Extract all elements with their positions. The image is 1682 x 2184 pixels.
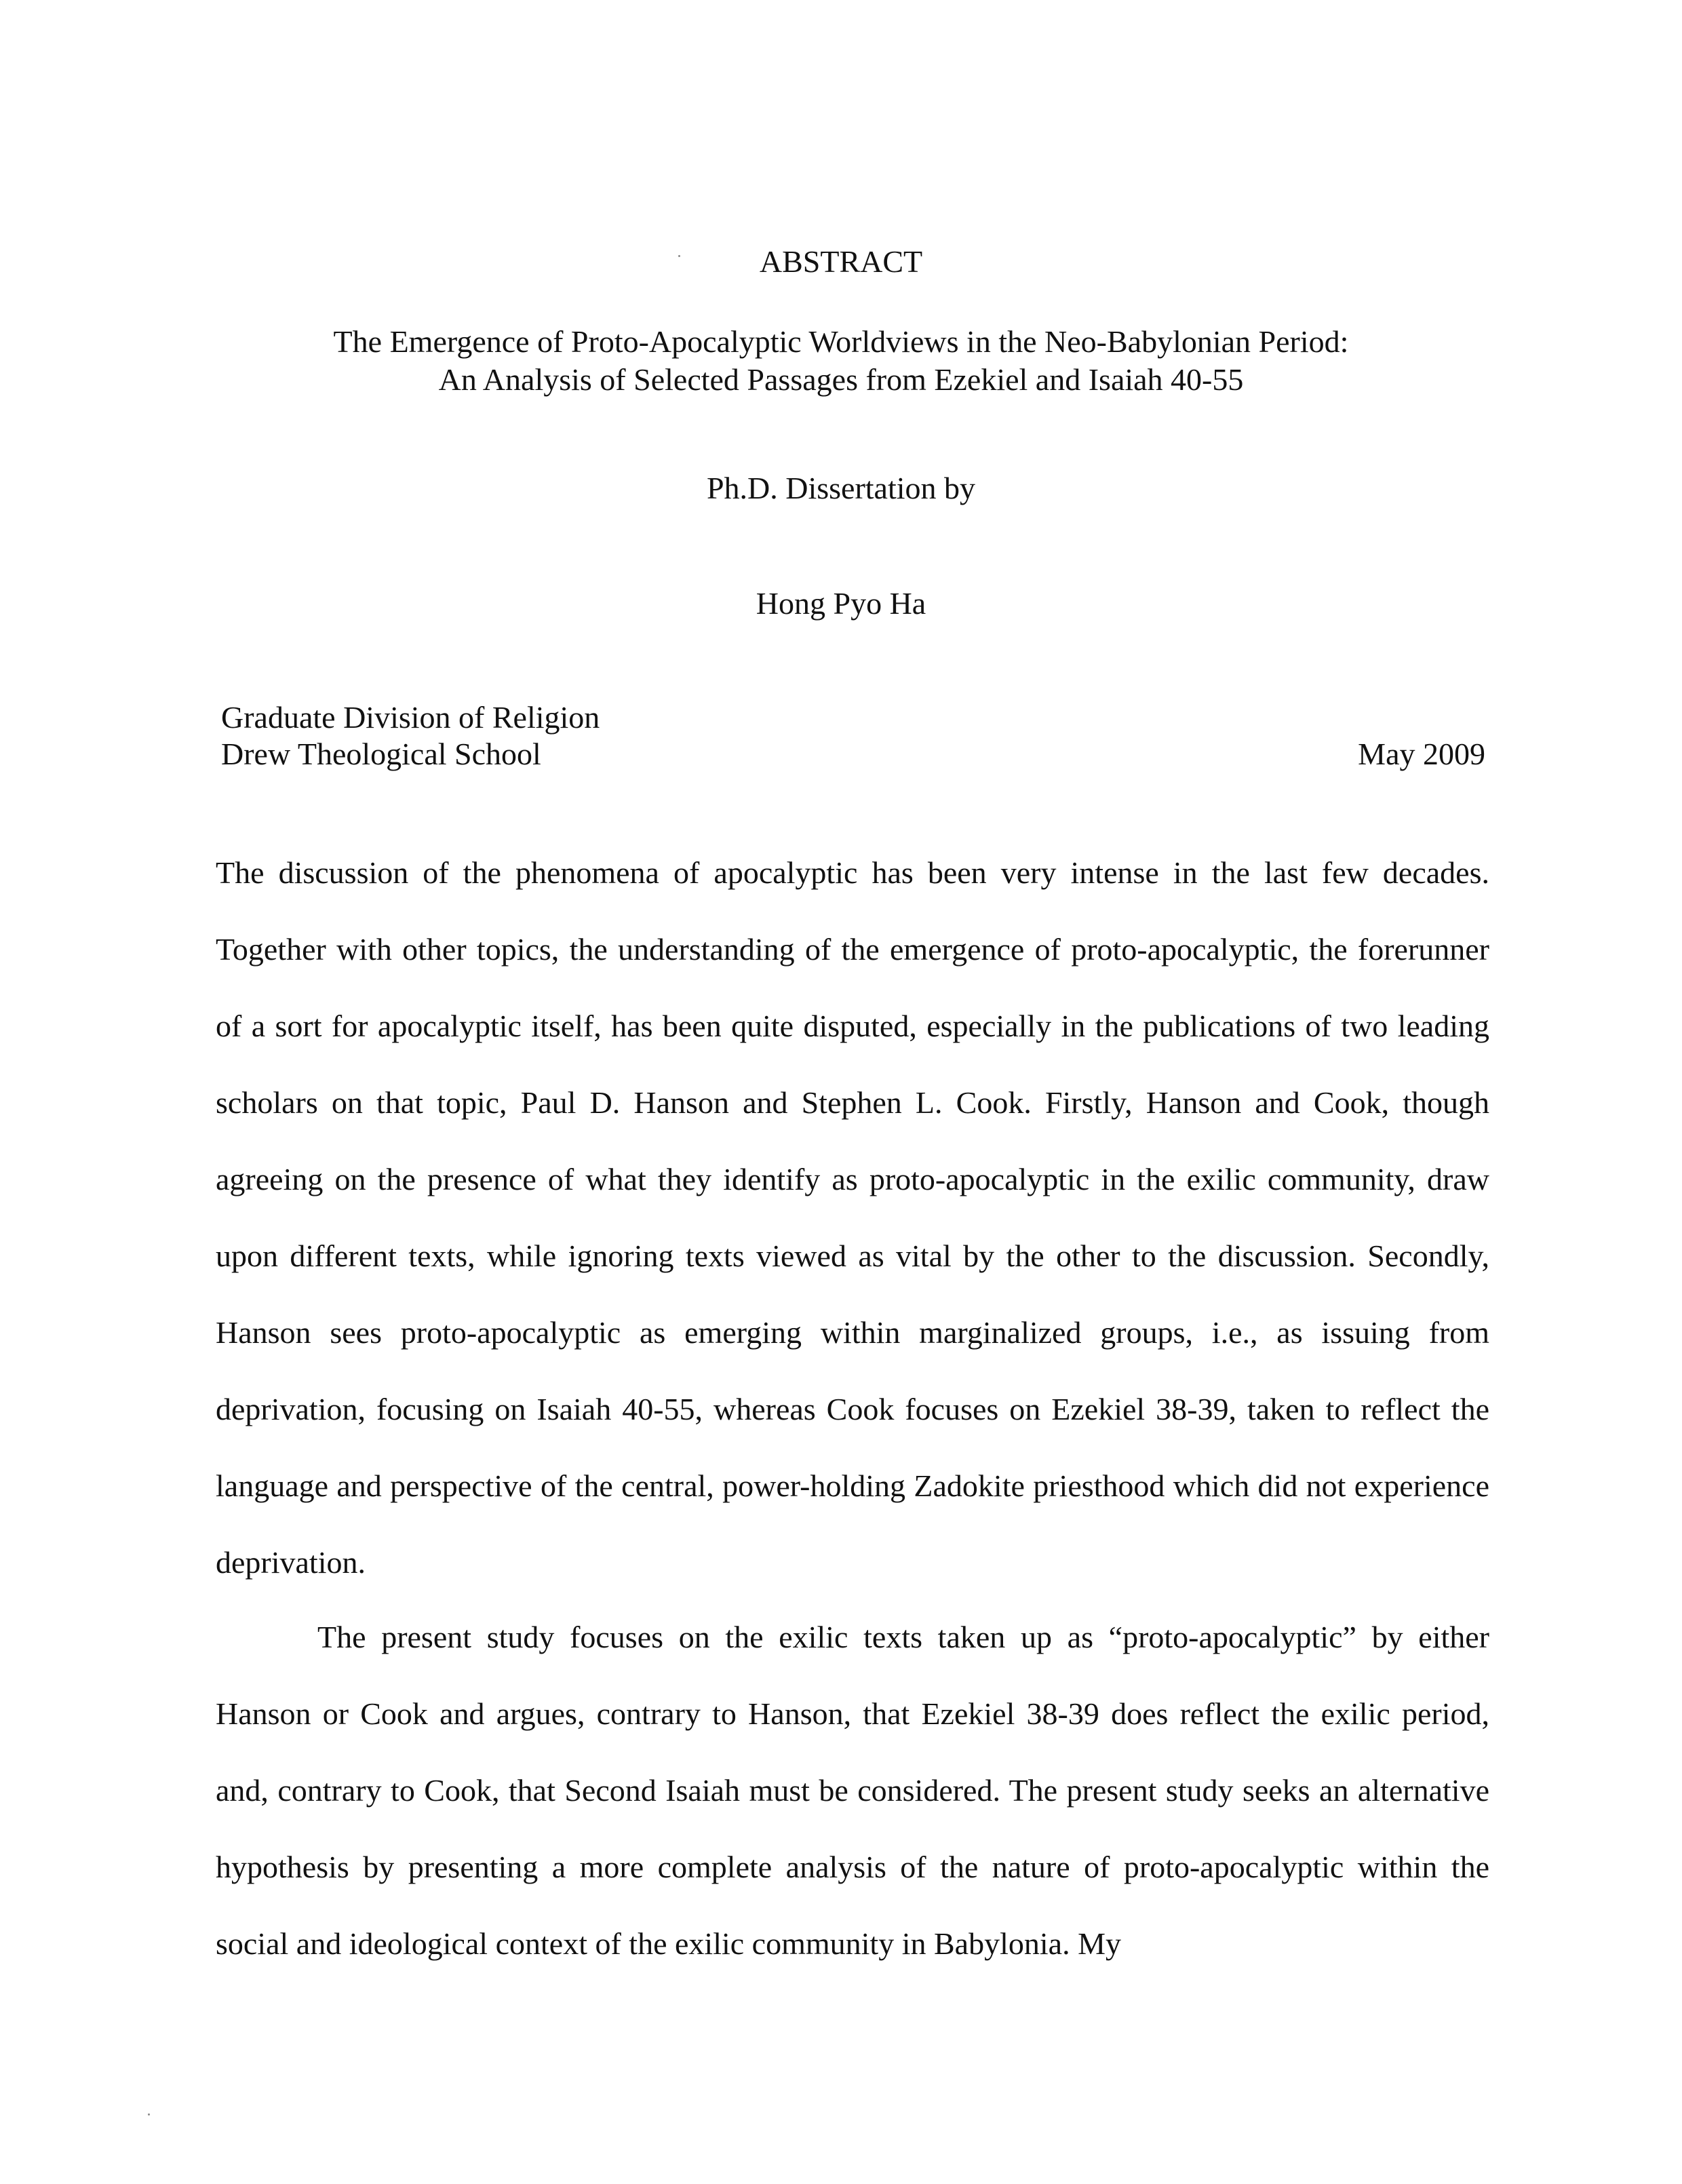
author-name: Hong Pyo Ha	[756, 586, 926, 621]
title-line-1: The Emergence of Proto-Apocalyptic Worldviews in the Neo-Babylonian Period:	[333, 324, 1349, 359]
school-name: Drew Theological School	[221, 737, 541, 771]
scan-speck	[678, 255, 680, 257]
byline: Ph.D. Dissertation by	[706, 471, 976, 505]
submission-date: May 2009	[1358, 737, 1485, 771]
title-line-2: An Analysis of Selected Passages from Ezekiel and Isaiah 40-55	[438, 362, 1244, 397]
abstract-paragraph-1: The discussion of the phenomena of apocalyptic has been very intense in the last few decades. Together with other topics, the understanding of the emergence of proto-apocalyptic, the forerunner of a sort for apocalyptic itself, has been quite disputed, especially in the publications of two leading scholars on that topic, Paul D. Hanson and Stephen L. Cook. Firstly, Hanson and Cook, though agreeing on the presence of what they identify as proto-apocalyptic in the exilic community, draw upon different texts, while ignoring texts viewed as vital by the other to the discussion. Secondly, Hanson sees proto-apocalyptic as emerging within marginalized groups, i.e., as issuing from deprivation, focusing on Isaiah 40-55, whereas Cook focuses on Ezekiel 38-39, taken to reflect the language and perspective of the central, power-holding Zadokite priesthood which did not experience deprivation.	[216, 855, 1489, 1580]
division-name: Graduate Division of Religion	[221, 700, 600, 735]
scan-speck	[148, 2113, 150, 2115]
abstract-paragraph-2: The present study focuses on the exilic texts taken up as “proto-apocalyptic” by either Hanson or Cook and argues, contrary to Hanson, that Ezekiel 38-39 does reflect the exilic period, and, contrary to Cook, that Second Isaiah must be considered. The present study seeks an alternative hypothesis by presenting a more complete analysis of the nature of proto-apocalyptic within the social and ideological context of the exilic community in Babylonia. My	[216, 1620, 1489, 1961]
abstract-heading: ABSTRACT	[759, 244, 923, 279]
